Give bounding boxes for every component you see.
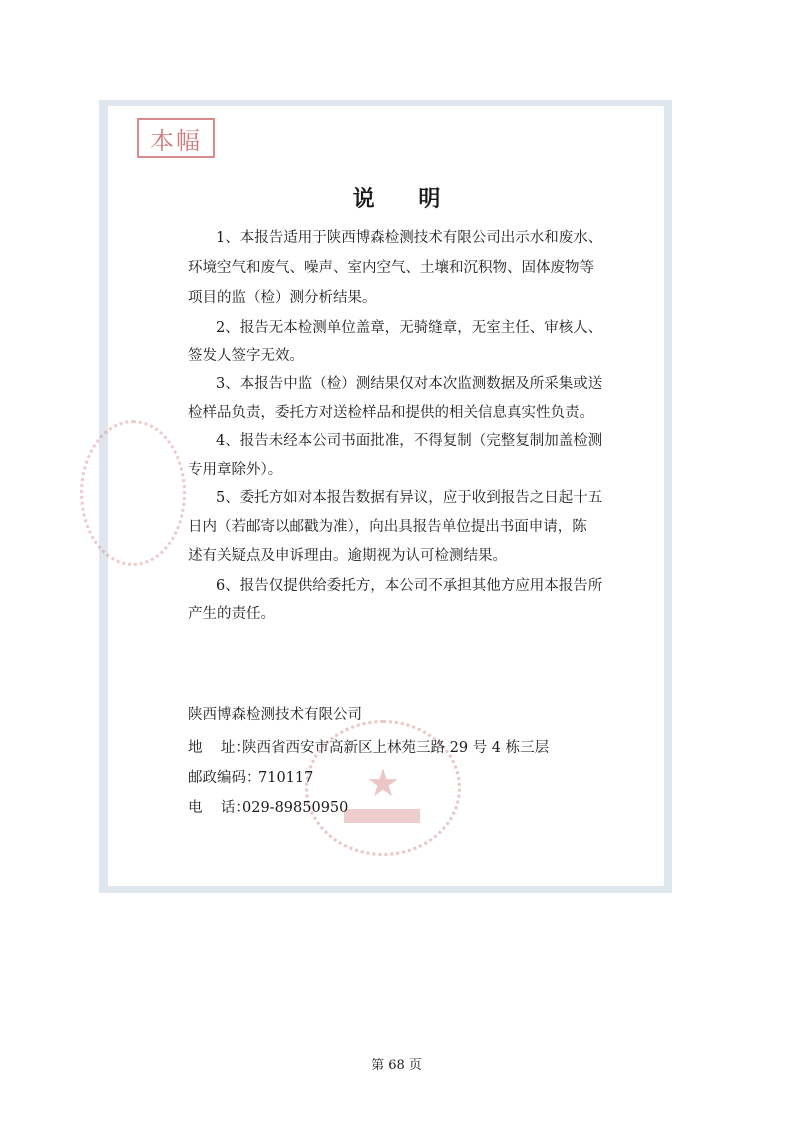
address-value: 陕西省西安市高新区上林苑三路 29 号 4 栋三层 [242, 740, 550, 756]
paragraph-3-line-2: 检样品负责，委托方对送检样品和提供的相关信息真实性负责。 [188, 405, 594, 421]
paragraph-6-line-2: 产生的责任。 [188, 606, 275, 622]
paragraph-3-line-1: 3、本报告中监（检）测结果仅对本次监测数据及所采集或送 [216, 376, 603, 392]
paragraph-1-line-2: 环境空气和废气、噪声、室内空气、土壤和沉积物、固体废物等 [188, 260, 594, 276]
company-name: 陕西博森检测技术有限公司 [188, 707, 362, 723]
seal-star-icon: ★ [366, 761, 401, 805]
postcode-row [188, 768, 313, 788]
seal-band [344, 809, 420, 823]
copy-stamp [137, 118, 215, 158]
paragraph-5-line-2: 日内（若邮寄以邮戳为准），向出具报告单位提出书面申请，陈 [188, 519, 587, 535]
paragraph-2-line-2: 签发人签字无效。 [188, 348, 304, 364]
phone-label: 电 话： [188, 800, 250, 816]
paragraph-1-line-3: 项目的监（检）测分析结果。 [188, 290, 377, 306]
paragraph-6-line-1: 6、报告仅提供给委托方，本公司不承担其他方应用本报告所 [216, 578, 603, 594]
phone-row [188, 798, 348, 818]
address-label: 地 址： [188, 740, 250, 756]
paragraph-5-line-1: 5、委托方如对本报告数据有异议，应于收到报告之日起十五 [216, 490, 603, 506]
postcode-value: 710117 [258, 770, 314, 786]
address-row [188, 738, 549, 758]
postcode-label: 邮政编码： [188, 770, 261, 786]
riding-seal-partial [80, 420, 186, 566]
paragraph-1-line-1: 1、本报告适用于陕西博森检测技术有限公司出示水和废水、 [216, 230, 603, 246]
paragraph-2-line-1: 2、报告无本检测单位盖章，无骑缝章，无室主任、审核人、 [216, 320, 603, 336]
paragraph-4-line-1: 4、报告未经本公司书面批准，不得复制（完整复制加盖检测 [216, 433, 603, 449]
page-number: 第 68 页 [371, 1058, 422, 1073]
paragraph-4-line-2: 专用章除外）。 [188, 462, 283, 478]
paragraph-5-line-3: 述有关疑点及申诉理由。逾期视为认可检测结果。 [188, 548, 507, 564]
document-title: 说 明 [352, 186, 459, 212]
copy-stamp-text: 本幅 [150, 126, 202, 155]
phone-value: 029-89850950 [242, 800, 349, 816]
